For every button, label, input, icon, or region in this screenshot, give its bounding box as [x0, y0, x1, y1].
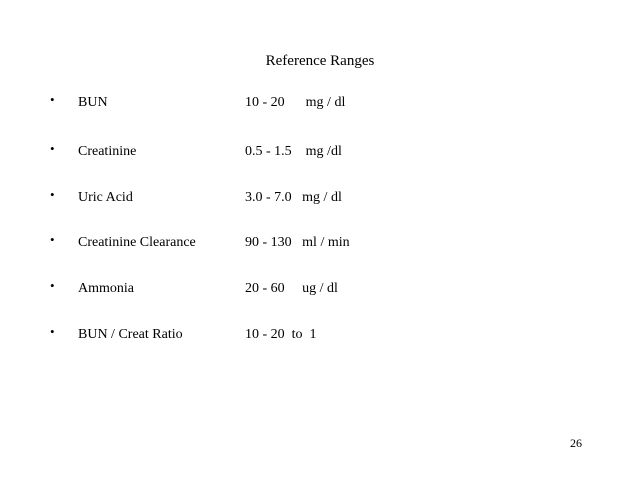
range-value: 0.5 - 1.5 mg /dl: [245, 144, 342, 159]
slide-title: Reference Ranges: [265, 53, 375, 69]
test-name: Creatinine Clearance: [78, 235, 196, 250]
bullet-icon: •: [50, 141, 55, 156]
range-value: 10 - 20 to 1: [245, 327, 317, 342]
bullet-icon: •: [50, 92, 55, 107]
list-item-bun-creat-ratio: [0, 324, 638, 346]
range-value: 20 - 60 ug / dl: [245, 281, 338, 296]
test-name: Uric Acid: [78, 190, 133, 205]
bullet-icon: •: [50, 187, 55, 202]
bullet-icon: •: [50, 232, 55, 247]
list-item-uric-acid: [0, 187, 638, 209]
range-value: 3.0 - 7.0 mg / dl: [245, 190, 342, 205]
test-name: Creatinine: [78, 144, 137, 159]
page-number: 26: [570, 436, 582, 450]
list-item-ammonia: [0, 278, 638, 300]
test-name: BUN / Creat Ratio: [78, 327, 183, 342]
bullet-icon: •: [50, 278, 55, 293]
range-value: 90 - 130 ml / min: [245, 235, 350, 250]
list-item-creatinine-clearance: [0, 232, 638, 254]
range-value: 10 - 20 mg / dl: [245, 95, 346, 110]
test-name: BUN: [78, 95, 108, 110]
list-item-bun: [0, 92, 638, 114]
list-item-creatinine: [0, 141, 638, 163]
test-name: Ammonia: [78, 281, 134, 296]
bullet-icon: •: [50, 324, 55, 339]
